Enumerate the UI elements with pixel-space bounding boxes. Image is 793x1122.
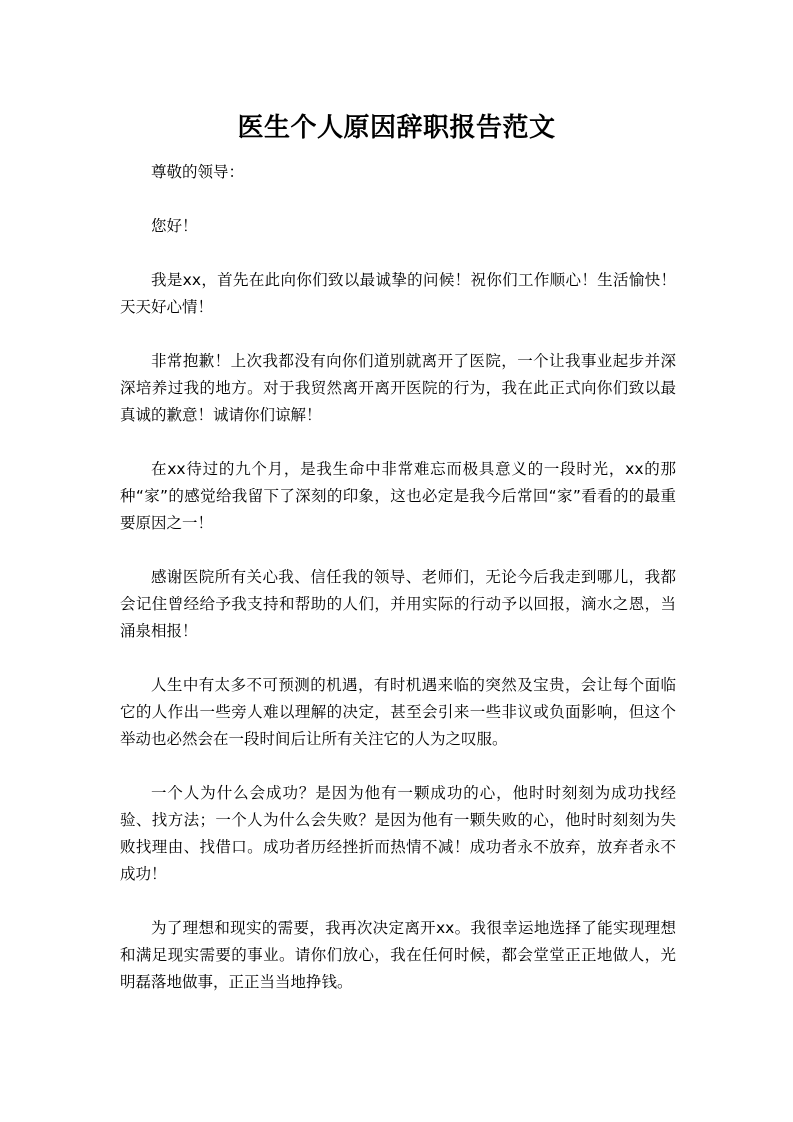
body-paragraph: 人生中有太多不可预测的机遇，有时机遇来临的突然及宝贵，会让每个面临它的人作出一些旁人难以理解的决定，甚至会引来一些非议或负面影响，但这个举动也必然会在一段时间后让所有关注它的人为之叹服。 — [120, 676, 676, 748]
document-body — [120, 159, 676, 1023]
body-paragraph: 为了理想和现实的需要，我再次决定离开xx。我很幸运地选择了能实现理想和满足现实需要的事业。请你们放心，我在任何时候，都会堂堂正正地做人，光明磊落地做事，正正当当地挣钱。 — [120, 919, 676, 991]
body-paragraph: 感谢医院所有关心我、信任我的领导、老师们，无论今后我走到哪儿，我都会记住曾经给予我支持和帮助的人们，并用实际的行动予以回报，滴水之恩，当涌泉相报！ — [120, 568, 676, 640]
body-paragraph: 非常抱歉！上次我都没有向你们道别就离开了医院，一个让我事业起步并深深培养过我的地方。对于我贸然离开离开医院的行为，我在此正式向你们致以最真诚的歉意！诚请你们谅解！ — [120, 352, 676, 424]
greeting: 您好！ — [151, 217, 198, 235]
salutation: 尊敬的领导： — [151, 163, 245, 181]
body-paragraph: 一个人为什么会成功？是因为他有一颗成功的心，他时时刻刻为成功找经验、找方法；一个人为什么会失败？是因为他有一颗失败的心，他时时刻刻为失败找理由、找借口。成功者历经挫折而热情不减！成功者永不放弃，放弃者永不成功！ — [120, 784, 676, 883]
body-paragraph: 在xx待过的九个月，是我生命中非常难忘而极具意义的一段时光，xx的那种“家”的感觉给我留下了深刻的印象，这也必定是我今后常回“家”看看的的最重要原因之一！ — [120, 460, 676, 532]
body-paragraph: 我是xx，首先在此向你们致以最诚挚的问候！祝你们工作顺心！生活愉快！天天好心情！ — [120, 271, 676, 316]
document-title: 医生个人原因辞职报告范文 — [237, 113, 556, 143]
